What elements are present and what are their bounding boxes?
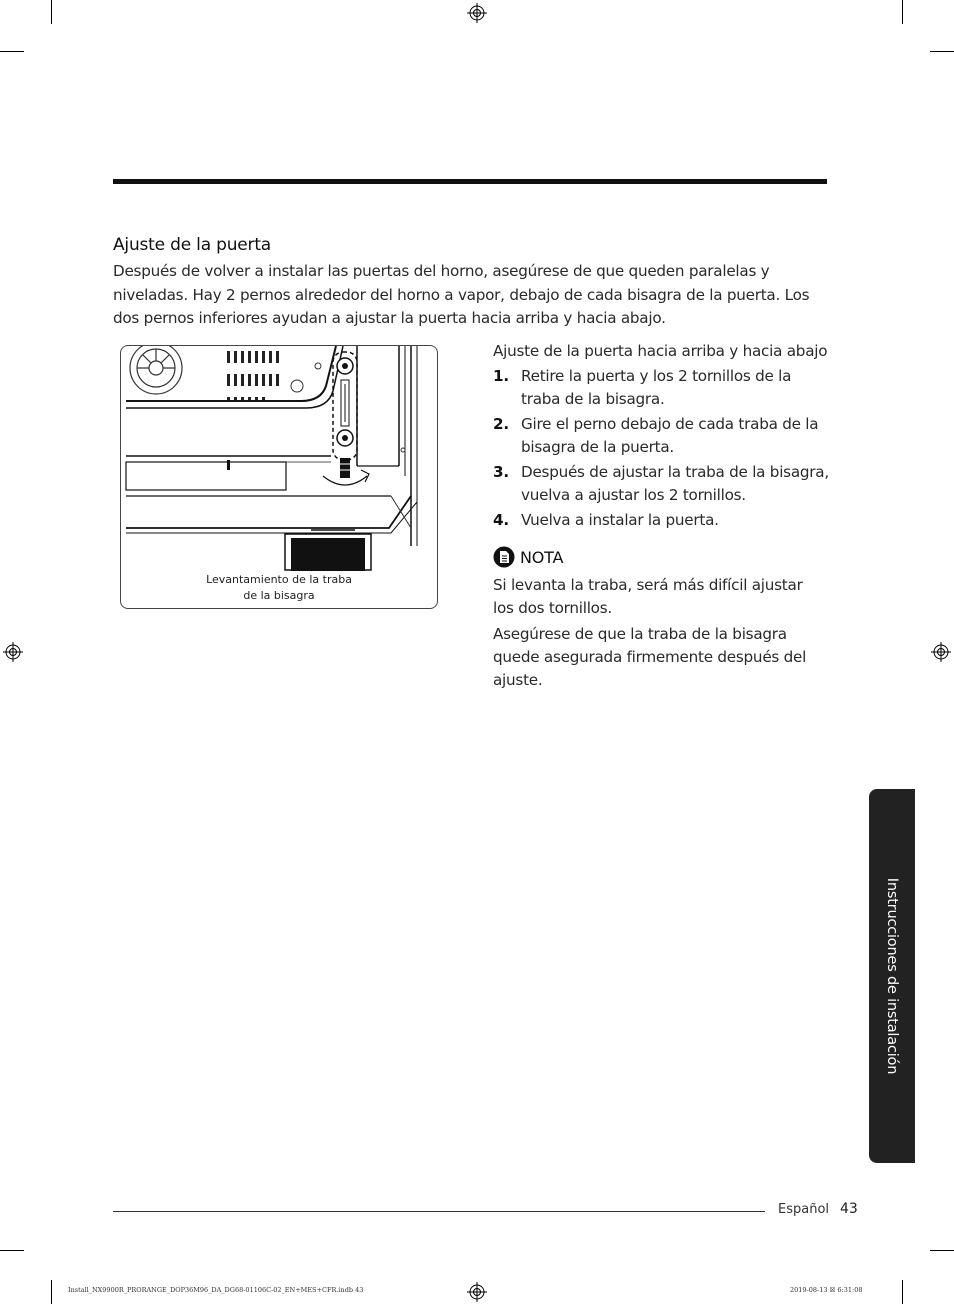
page-number: 43 (840, 1201, 858, 1217)
chapter-tab (869, 789, 915, 1163)
step-number: 1. (493, 366, 509, 385)
registration-mark-icon (467, 1282, 487, 1302)
registration-mark-icon (3, 642, 23, 662)
footer-rule (113, 1211, 765, 1212)
crop-mark (902, 0, 903, 24)
registration-mark-icon (467, 3, 487, 23)
crop-mark (930, 1250, 954, 1251)
section-title: Ajuste de la puerta (113, 235, 272, 255)
chapter-tab-label: Instrucciones de instalación (884, 877, 900, 1075)
print-file-info: Install_NX9900R_PRORANGE_DOP36M96_DA_DG68-01106C-02_EN+MES+CFR.indb 43 (68, 1286, 364, 1294)
procedure (493, 340, 833, 534)
crop-mark (0, 1250, 24, 1251)
step-text: Retire la puerta y los 2 tornillos de la traba de la bisagra. (521, 366, 792, 408)
crop-mark (902, 1280, 903, 1304)
footer-language: Español (778, 1202, 830, 1217)
figure-caption-line: de la bisagra (243, 589, 315, 602)
note-label: NOTA (520, 547, 564, 567)
crop-mark (51, 1280, 52, 1304)
step-text: Vuelva a instalar la puerta. (521, 510, 719, 529)
figure-caption (121, 572, 437, 604)
figure-caption-line: Levantamiento de la traba (206, 573, 352, 586)
crop-mark (0, 51, 24, 52)
procedure-step (493, 413, 833, 459)
crop-mark (51, 0, 52, 24)
step-text: Gire el perno debajo de cada traba de la bisagra de la puerta. (521, 414, 819, 456)
print-timestamp: 2019-08-13 ☒ 6:31:08 (790, 1286, 863, 1294)
step-number: 4. (493, 510, 509, 529)
step-number: 2. (493, 414, 509, 433)
procedure-step (493, 509, 833, 532)
procedure-heading: Ajuste de la puerta hacia arriba y hacia abajo (493, 342, 828, 360)
section-top-rule (113, 179, 827, 184)
hinge-figure (120, 345, 438, 609)
procedure-step (493, 461, 833, 507)
procedure-step (493, 365, 833, 411)
note-paragraph: Si levanta la traba, será más difícil ajustar los dos tornillos. (493, 576, 803, 617)
note-paragraph: Asegúrese de que la traba de la bisagra quede asegurada firmemente después del ajuste. (493, 625, 807, 689)
note-icon (493, 546, 515, 568)
note-header (493, 546, 563, 568)
oven-hinge-diagram-icon (121, 346, 437, 571)
registration-mark-icon (931, 642, 951, 662)
crop-mark (930, 51, 954, 52)
intro-paragraph: Después de volver a instalar las puertas del horno, asegúrese de que queden paralelas y niveladas. Hay 2 pernos alrededor del horno a vapor, debajo de cada bisagra de la puerta. Los dos pernos inferiores ayudan a ajustar la puerta hacia arriba y hacia abajo. (113, 262, 810, 327)
step-number: 3. (493, 462, 509, 481)
step-text: Después de ajustar la traba de la bisagra, vuelva a ajustar los 2 tornillos. (521, 462, 829, 504)
